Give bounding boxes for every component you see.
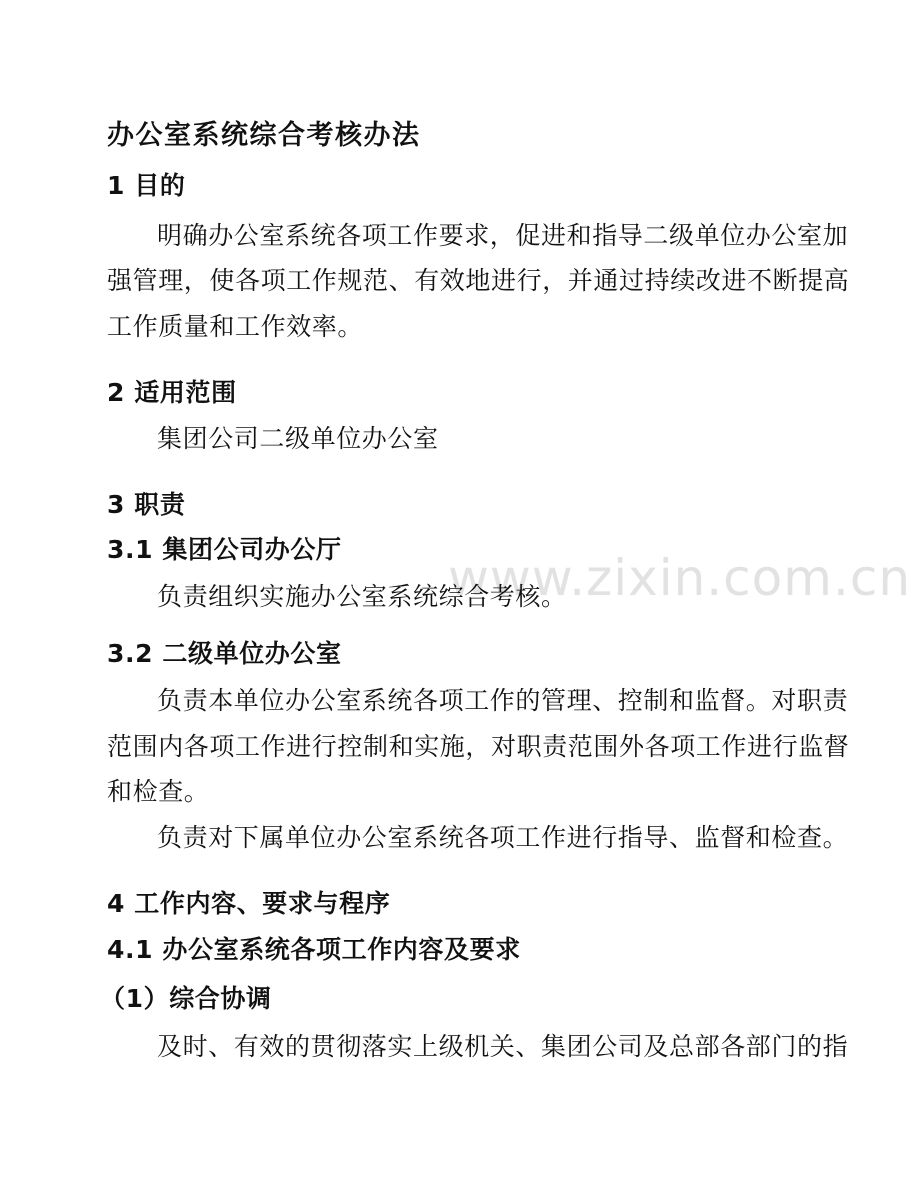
section-1-paragraph-line: 明确办公室系统各项工作要求，促进和指导二级单位办公室加 bbox=[157, 221, 849, 250]
section-3-heading: 3 职责 bbox=[107, 490, 186, 519]
section-1-paragraph-line: 强管理，使各项工作规范、有效地进行，并通过持续改进不断提高 bbox=[107, 266, 850, 295]
section-4-heading: 4 工作内容、要求与程序 bbox=[107, 889, 391, 918]
section-3-2-paragraph-2: 负责对下属单位办公室系统各项工作进行指导、监督和检查。 bbox=[157, 823, 849, 852]
section-4-1-1-paragraph: 及时、有效的贯彻落实上级机关、集团公司及总部各部门的指 bbox=[157, 1032, 849, 1061]
section-3-1-paragraph: 负责组织实施办公室系统综合考核。 bbox=[157, 582, 567, 611]
section-3-2-paragraph-line: 范围内各项工作进行控制和实施，对职责范围外各项工作进行监督 bbox=[107, 732, 850, 761]
section-3-2-paragraph-line: 和检查。 bbox=[107, 777, 210, 806]
section-3-1-heading: 3.1 集团公司办公厅 bbox=[107, 535, 342, 564]
section-2-paragraph: 集团公司二级单位办公室 bbox=[157, 424, 439, 453]
document-title: 办公室系统综合考核办法 bbox=[107, 120, 421, 151]
section-3-2-paragraph-line: 负责本单位办公室系统各项工作的管理、控制和监督。对职责 bbox=[157, 686, 849, 715]
section-4-1-heading: 4.1 办公室系统各项工作内容及要求 bbox=[107, 935, 521, 964]
section-4-1-1-heading: （1）综合协调 bbox=[100, 984, 272, 1013]
watermark: www.zixin.com.cn bbox=[448, 549, 912, 607]
section-1-paragraph-line: 工作质量和工作效率。 bbox=[107, 312, 364, 341]
section-1-heading: 1 目的 bbox=[107, 171, 186, 200]
section-3-2-heading: 3.2 二级单位办公室 bbox=[107, 639, 342, 668]
section-2-heading: 2 适用范围 bbox=[107, 378, 237, 407]
